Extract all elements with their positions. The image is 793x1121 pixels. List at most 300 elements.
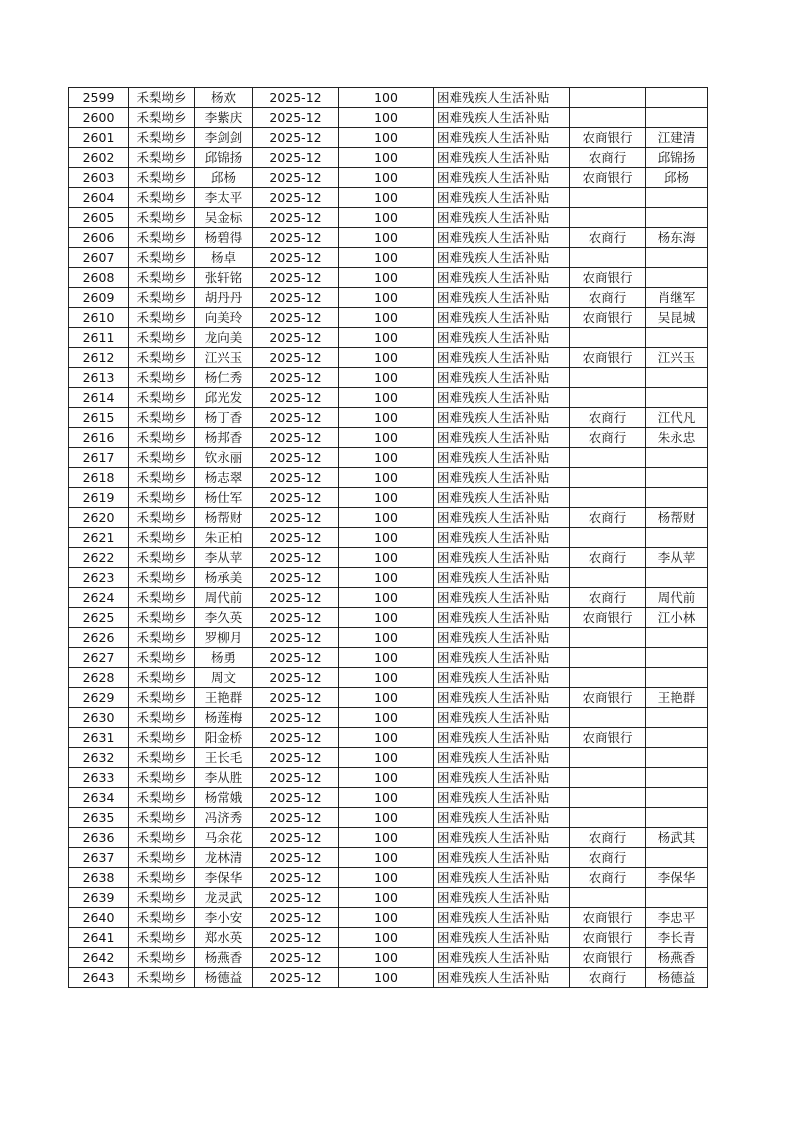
cell-id: 2621 (69, 528, 129, 548)
cell-name: 龙灵武 (195, 888, 253, 908)
table-row (69, 908, 708, 928)
cell-amount: 100 (339, 328, 434, 348)
cell-amount: 100 (339, 788, 434, 808)
cell-payee: 周代前 (646, 588, 708, 608)
cell-month: 2025-12 (253, 248, 339, 268)
table-row (69, 748, 708, 768)
cell-type: 困难残疾人生活补贴 (434, 648, 570, 668)
cell-id: 2608 (69, 268, 129, 288)
cell-amount: 100 (339, 568, 434, 588)
cell-month: 2025-12 (253, 328, 339, 348)
cell-id: 2624 (69, 588, 129, 608)
cell-month: 2025-12 (253, 588, 339, 608)
cell-amount: 100 (339, 288, 434, 308)
cell-name: 马余花 (195, 828, 253, 848)
cell-amount: 100 (339, 188, 434, 208)
cell-type: 困难残疾人生活补贴 (434, 248, 570, 268)
cell-id: 2640 (69, 908, 129, 928)
cell-type: 困难残疾人生活补贴 (434, 828, 570, 848)
cell-id: 2620 (69, 508, 129, 528)
table-row (69, 388, 708, 408)
cell-payee (646, 668, 708, 688)
cell-type: 困难残疾人生活补贴 (434, 748, 570, 768)
cell-town: 禾梨坳乡 (129, 248, 195, 268)
cell-id: 2604 (69, 188, 129, 208)
cell-id: 2626 (69, 628, 129, 648)
cell-bank (570, 748, 646, 768)
cell-amount: 100 (339, 388, 434, 408)
cell-amount: 100 (339, 728, 434, 748)
table-row (69, 228, 708, 248)
cell-month: 2025-12 (253, 568, 339, 588)
table-row (69, 868, 708, 888)
cell-name: 钦永丽 (195, 448, 253, 468)
cell-id: 2602 (69, 148, 129, 168)
cell-town: 禾梨坳乡 (129, 808, 195, 828)
cell-type: 困难残疾人生活补贴 (434, 608, 570, 628)
cell-type: 困难残疾人生活补贴 (434, 188, 570, 208)
cell-type: 困难残疾人生活补贴 (434, 268, 570, 288)
cell-payee (646, 528, 708, 548)
cell-name: 王长毛 (195, 748, 253, 768)
cell-amount: 100 (339, 928, 434, 948)
cell-name: 杨勇 (195, 648, 253, 668)
cell-name: 杨卓 (195, 248, 253, 268)
cell-id: 2615 (69, 408, 129, 428)
cell-bank (570, 888, 646, 908)
cell-amount: 100 (339, 448, 434, 468)
cell-bank (570, 488, 646, 508)
cell-amount: 100 (339, 348, 434, 368)
cell-amount: 100 (339, 528, 434, 548)
cell-type: 困难残疾人生活补贴 (434, 628, 570, 648)
cell-bank (570, 208, 646, 228)
cell-payee: 肖继军 (646, 288, 708, 308)
table-row (69, 108, 708, 128)
cell-type: 困难残疾人生活补贴 (434, 148, 570, 168)
cell-name: 郑水英 (195, 928, 253, 948)
cell-type: 困难残疾人生活补贴 (434, 868, 570, 888)
cell-month: 2025-12 (253, 228, 339, 248)
cell-town: 禾梨坳乡 (129, 768, 195, 788)
cell-town: 禾梨坳乡 (129, 428, 195, 448)
cell-month: 2025-12 (253, 108, 339, 128)
cell-month: 2025-12 (253, 508, 339, 528)
cell-payee (646, 768, 708, 788)
cell-town: 禾梨坳乡 (129, 488, 195, 508)
cell-payee (646, 108, 708, 128)
cell-id: 2610 (69, 308, 129, 328)
cell-month: 2025-12 (253, 268, 339, 288)
cell-month: 2025-12 (253, 408, 339, 428)
cell-type: 困难残疾人生活补贴 (434, 468, 570, 488)
table-row (69, 328, 708, 348)
cell-name: 龙向美 (195, 328, 253, 348)
cell-name: 邱杨 (195, 168, 253, 188)
cell-bank (570, 668, 646, 688)
cell-id: 2607 (69, 248, 129, 268)
cell-type: 困难残疾人生活补贴 (434, 548, 570, 568)
cell-payee: 朱永忠 (646, 428, 708, 448)
cell-town: 禾梨坳乡 (129, 548, 195, 568)
cell-town: 禾梨坳乡 (129, 168, 195, 188)
cell-month: 2025-12 (253, 648, 339, 668)
cell-name: 李紫庆 (195, 108, 253, 128)
cell-type: 困难残疾人生活补贴 (434, 388, 570, 408)
cell-payee: 李长青 (646, 928, 708, 948)
table-row (69, 488, 708, 508)
cell-id: 2611 (69, 328, 129, 348)
cell-town: 禾梨坳乡 (129, 568, 195, 588)
cell-bank (570, 648, 646, 668)
cell-bank (570, 368, 646, 388)
cell-bank: 农商行 (570, 228, 646, 248)
cell-payee (646, 328, 708, 348)
cell-month: 2025-12 (253, 888, 339, 908)
cell-month: 2025-12 (253, 488, 339, 508)
cell-id: 2642 (69, 948, 129, 968)
table-row (69, 928, 708, 948)
cell-amount: 100 (339, 828, 434, 848)
cell-town: 禾梨坳乡 (129, 328, 195, 348)
cell-month: 2025-12 (253, 748, 339, 768)
cell-bank (570, 628, 646, 648)
cell-type: 困难残疾人生活补贴 (434, 488, 570, 508)
cell-type: 困难残疾人生活补贴 (434, 208, 570, 228)
cell-id: 2631 (69, 728, 129, 748)
cell-name: 李剑剑 (195, 128, 253, 148)
cell-payee (646, 388, 708, 408)
cell-amount: 100 (339, 248, 434, 268)
cell-town: 禾梨坳乡 (129, 968, 195, 988)
cell-type: 困难残疾人生活补贴 (434, 768, 570, 788)
cell-amount: 100 (339, 208, 434, 228)
subsidy-table (68, 87, 708, 988)
cell-bank: 农商银行 (570, 168, 646, 188)
cell-payee: 李忠平 (646, 908, 708, 928)
cell-type: 困难残疾人生活补贴 (434, 128, 570, 148)
cell-bank (570, 808, 646, 828)
cell-name: 邱光发 (195, 388, 253, 408)
cell-id: 2605 (69, 208, 129, 228)
cell-name: 杨碧得 (195, 228, 253, 248)
cell-town: 禾梨坳乡 (129, 268, 195, 288)
cell-id: 2606 (69, 228, 129, 248)
cell-type: 困难残疾人生活补贴 (434, 368, 570, 388)
cell-month: 2025-12 (253, 468, 339, 488)
table-row (69, 808, 708, 828)
cell-town: 禾梨坳乡 (129, 648, 195, 668)
cell-bank (570, 108, 646, 128)
cell-payee: 江小林 (646, 608, 708, 628)
cell-amount: 100 (339, 508, 434, 528)
cell-id: 2636 (69, 828, 129, 848)
cell-type: 困难残疾人生活补贴 (434, 928, 570, 948)
cell-month: 2025-12 (253, 968, 339, 988)
cell-month: 2025-12 (253, 528, 339, 548)
cell-payee (646, 848, 708, 868)
cell-town: 禾梨坳乡 (129, 908, 195, 928)
cell-town: 禾梨坳乡 (129, 588, 195, 608)
cell-payee (646, 248, 708, 268)
cell-town: 禾梨坳乡 (129, 668, 195, 688)
cell-amount: 100 (339, 968, 434, 988)
cell-payee (646, 888, 708, 908)
cell-type: 困难残疾人生活补贴 (434, 808, 570, 828)
table-row (69, 828, 708, 848)
cell-town: 禾梨坳乡 (129, 608, 195, 628)
cell-payee (646, 488, 708, 508)
cell-payee: 李从苹 (646, 548, 708, 568)
cell-town: 禾梨坳乡 (129, 288, 195, 308)
table-row (69, 468, 708, 488)
table-row (69, 208, 708, 228)
cell-bank: 农商行 (570, 968, 646, 988)
cell-month: 2025-12 (253, 368, 339, 388)
cell-month: 2025-12 (253, 788, 339, 808)
cell-amount: 100 (339, 268, 434, 288)
table-row (69, 768, 708, 788)
cell-town: 禾梨坳乡 (129, 708, 195, 728)
cell-payee: 杨东海 (646, 228, 708, 248)
cell-type: 困难残疾人生活补贴 (434, 288, 570, 308)
cell-id: 2623 (69, 568, 129, 588)
cell-name: 杨志翠 (195, 468, 253, 488)
table-row (69, 368, 708, 388)
cell-name: 杨帮财 (195, 508, 253, 528)
cell-town: 禾梨坳乡 (129, 208, 195, 228)
cell-amount: 100 (339, 128, 434, 148)
cell-amount: 100 (339, 628, 434, 648)
cell-name: 杨仁秀 (195, 368, 253, 388)
cell-amount: 100 (339, 408, 434, 428)
cell-town: 禾梨坳乡 (129, 448, 195, 468)
cell-name: 李保华 (195, 868, 253, 888)
cell-amount: 100 (339, 168, 434, 188)
cell-name: 向美玲 (195, 308, 253, 328)
cell-id: 2600 (69, 108, 129, 128)
cell-amount: 100 (339, 688, 434, 708)
cell-month: 2025-12 (253, 88, 339, 108)
cell-payee: 王艳群 (646, 688, 708, 708)
cell-month: 2025-12 (253, 668, 339, 688)
table-row (69, 268, 708, 288)
cell-town: 禾梨坳乡 (129, 888, 195, 908)
cell-town: 禾梨坳乡 (129, 748, 195, 768)
cell-amount: 100 (339, 888, 434, 908)
cell-payee (646, 648, 708, 668)
cell-id: 2633 (69, 768, 129, 788)
cell-payee: 杨武其 (646, 828, 708, 848)
cell-id: 2616 (69, 428, 129, 448)
cell-bank: 农商行 (570, 408, 646, 428)
cell-id: 2637 (69, 848, 129, 868)
cell-bank: 农商银行 (570, 728, 646, 748)
cell-payee (646, 708, 708, 728)
cell-bank (570, 248, 646, 268)
cell-town: 禾梨坳乡 (129, 128, 195, 148)
cell-town: 禾梨坳乡 (129, 348, 195, 368)
cell-name: 杨承美 (195, 568, 253, 588)
cell-type: 困难残疾人生活补贴 (434, 88, 570, 108)
cell-id: 2614 (69, 388, 129, 408)
cell-type: 困难残疾人生活补贴 (434, 568, 570, 588)
cell-town: 禾梨坳乡 (129, 388, 195, 408)
cell-town: 禾梨坳乡 (129, 868, 195, 888)
cell-bank: 农商银行 (570, 688, 646, 708)
cell-payee (646, 628, 708, 648)
table-row (69, 288, 708, 308)
cell-type: 困难残疾人生活补贴 (434, 708, 570, 728)
cell-id: 2625 (69, 608, 129, 628)
cell-name: 周文 (195, 668, 253, 688)
cell-id: 2641 (69, 928, 129, 948)
cell-bank: 农商行 (570, 148, 646, 168)
cell-bank: 农商银行 (570, 948, 646, 968)
cell-month: 2025-12 (253, 628, 339, 648)
cell-payee (646, 748, 708, 768)
table-row (69, 728, 708, 748)
cell-name: 朱正柏 (195, 528, 253, 548)
cell-name: 杨丁香 (195, 408, 253, 428)
cell-type: 困难残疾人生活补贴 (434, 428, 570, 448)
cell-amount: 100 (339, 428, 434, 448)
cell-amount: 100 (339, 228, 434, 248)
cell-payee: 邱杨 (646, 168, 708, 188)
cell-payee: 杨帮财 (646, 508, 708, 528)
table-row (69, 548, 708, 568)
cell-amount: 100 (339, 608, 434, 628)
cell-town: 禾梨坳乡 (129, 828, 195, 848)
cell-bank (570, 768, 646, 788)
cell-id: 2635 (69, 808, 129, 828)
cell-town: 禾梨坳乡 (129, 408, 195, 428)
cell-payee: 吴昆城 (646, 308, 708, 328)
cell-type: 困难残疾人生活补贴 (434, 408, 570, 428)
cell-bank (570, 528, 646, 548)
cell-amount: 100 (339, 908, 434, 928)
cell-type: 困难残疾人生活补贴 (434, 348, 570, 368)
table-row (69, 848, 708, 868)
cell-name: 罗柳月 (195, 628, 253, 648)
table-row (69, 188, 708, 208)
cell-name: 胡丹丹 (195, 288, 253, 308)
cell-amount: 100 (339, 148, 434, 168)
table-row (69, 588, 708, 608)
cell-bank: 农商银行 (570, 908, 646, 928)
cell-id: 2643 (69, 968, 129, 988)
table-row (69, 968, 708, 988)
table-row (69, 308, 708, 328)
cell-type: 困难残疾人生活补贴 (434, 228, 570, 248)
cell-name: 江兴玉 (195, 348, 253, 368)
cell-name: 杨燕香 (195, 948, 253, 968)
cell-id: 2627 (69, 648, 129, 668)
table-row (69, 688, 708, 708)
table-row (69, 568, 708, 588)
cell-month: 2025-12 (253, 828, 339, 848)
cell-id: 2617 (69, 448, 129, 468)
cell-id: 2603 (69, 168, 129, 188)
cell-amount: 100 (339, 308, 434, 328)
cell-type: 困难残疾人生活补贴 (434, 108, 570, 128)
table-row (69, 788, 708, 808)
cell-type: 困难残疾人生活补贴 (434, 588, 570, 608)
cell-month: 2025-12 (253, 548, 339, 568)
cell-month: 2025-12 (253, 208, 339, 228)
table-row (69, 608, 708, 628)
cell-id: 2628 (69, 668, 129, 688)
cell-payee (646, 448, 708, 468)
cell-town: 禾梨坳乡 (129, 308, 195, 328)
cell-id: 2612 (69, 348, 129, 368)
cell-payee (646, 568, 708, 588)
cell-bank: 农商行 (570, 288, 646, 308)
cell-bank: 农商行 (570, 848, 646, 868)
cell-amount: 100 (339, 468, 434, 488)
cell-id: 2622 (69, 548, 129, 568)
cell-town: 禾梨坳乡 (129, 228, 195, 248)
cell-name: 杨欢 (195, 88, 253, 108)
cell-amount: 100 (339, 748, 434, 768)
cell-amount: 100 (339, 548, 434, 568)
cell-name: 邱锦扬 (195, 148, 253, 168)
cell-month: 2025-12 (253, 348, 339, 368)
cell-payee (646, 468, 708, 488)
cell-amount: 100 (339, 948, 434, 968)
cell-name: 杨德益 (195, 968, 253, 988)
cell-payee (646, 208, 708, 228)
cell-month: 2025-12 (253, 928, 339, 948)
table-row (69, 128, 708, 148)
cell-town: 禾梨坳乡 (129, 528, 195, 548)
cell-amount: 100 (339, 848, 434, 868)
cell-type: 困难残疾人生活补贴 (434, 968, 570, 988)
table-row (69, 948, 708, 968)
cell-bank: 农商银行 (570, 128, 646, 148)
cell-bank: 农商银行 (570, 608, 646, 628)
table-row (69, 88, 708, 108)
cell-type: 困难残疾人生活补贴 (434, 508, 570, 528)
cell-payee (646, 808, 708, 828)
cell-town: 禾梨坳乡 (129, 188, 195, 208)
cell-bank: 农商银行 (570, 268, 646, 288)
cell-payee: 杨燕香 (646, 948, 708, 968)
cell-town: 禾梨坳乡 (129, 848, 195, 868)
cell-id: 2619 (69, 488, 129, 508)
cell-town: 禾梨坳乡 (129, 628, 195, 648)
cell-bank (570, 448, 646, 468)
cell-month: 2025-12 (253, 128, 339, 148)
cell-id: 2630 (69, 708, 129, 728)
cell-bank: 农商银行 (570, 928, 646, 948)
cell-name: 阳金桥 (195, 728, 253, 748)
cell-month: 2025-12 (253, 428, 339, 448)
cell-month: 2025-12 (253, 308, 339, 328)
cell-bank: 农商行 (570, 508, 646, 528)
cell-amount: 100 (339, 808, 434, 828)
cell-name: 李久英 (195, 608, 253, 628)
table-row (69, 708, 708, 728)
cell-month: 2025-12 (253, 708, 339, 728)
cell-bank: 农商行 (570, 828, 646, 848)
cell-amount: 100 (339, 668, 434, 688)
cell-type: 困难残疾人生活补贴 (434, 448, 570, 468)
cell-type: 困难残疾人生活补贴 (434, 948, 570, 968)
table-row (69, 628, 708, 648)
cell-month: 2025-12 (253, 868, 339, 888)
cell-month: 2025-12 (253, 948, 339, 968)
